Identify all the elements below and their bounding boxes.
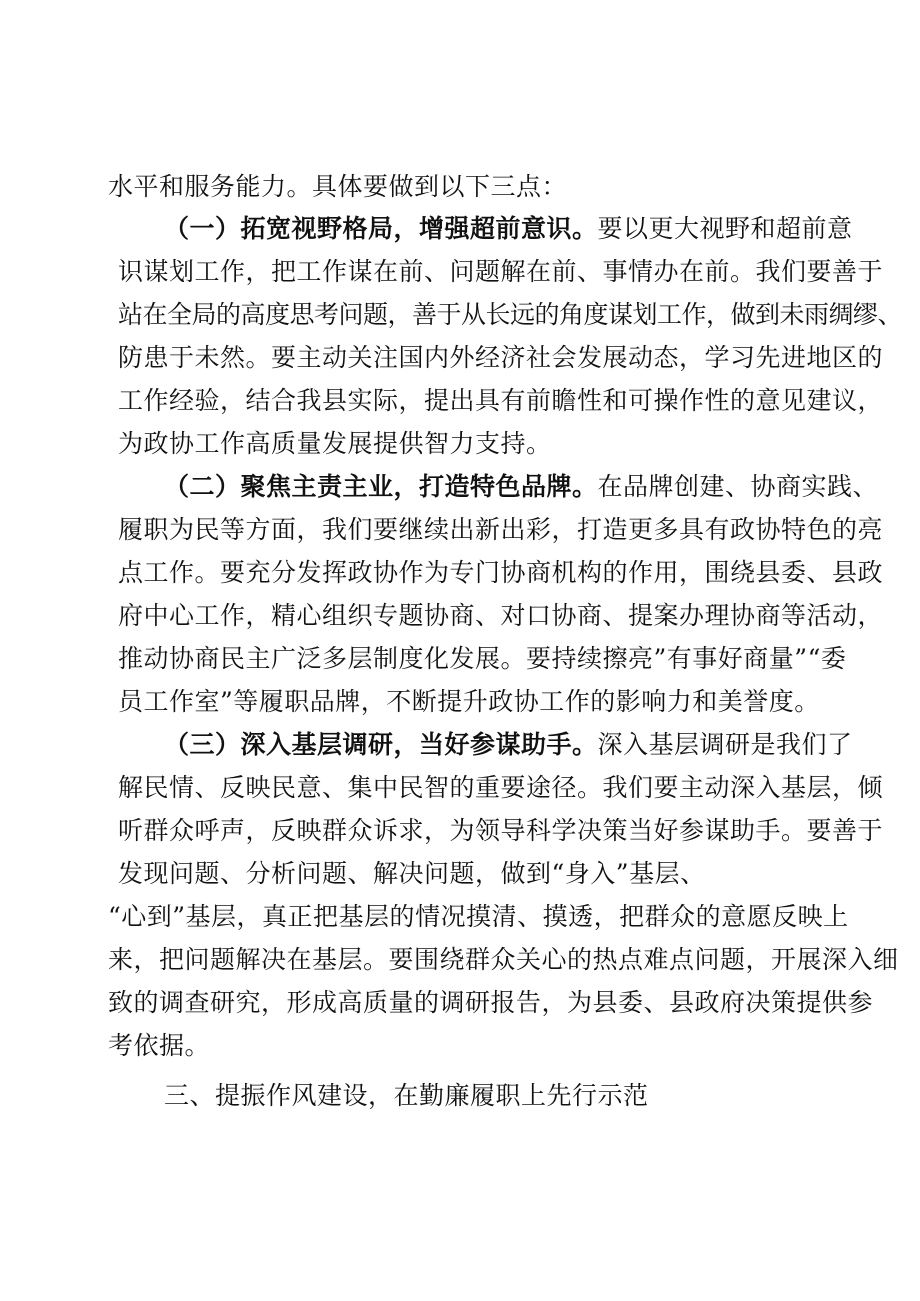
subheading-1: （一）拓宽视野格局，增强超前意识。 — [164, 214, 598, 243]
text-line: 解民情、反映民意、集中民智的重要途径。我们要主动深入基层，倾 — [118, 773, 884, 802]
text-line — [164, 472, 878, 502]
text-line: 履职为民等方面，我们要继续出新出彩，打造更多具有政协特色的亮 — [118, 515, 884, 544]
text-line: 推动协商民主广泛多层制度化发展。要持续擦亮”有事好商量”“委 — [118, 644, 847, 673]
text-line: 站在全局的高度思考问题，善于从长远的角度谋划工作，做到未雨绸缪、 — [118, 300, 903, 329]
text-line — [164, 214, 853, 244]
text-line: 府中心工作，精心组织专题协商、对口协商、提案办理协商等活动， — [118, 601, 884, 630]
text-line: 致的调查研究，形成高质量的调研报告，为县委、县政府决策提供参 — [108, 988, 874, 1017]
subheading-3: （三）深入基层调研，当好参谋助手。 — [164, 730, 598, 759]
text-run: 要以更大视野和超前意 — [597, 214, 853, 243]
text-line: 听群众呼声，反映群众诉求，为领导科学决策当好参谋助手。要善于 — [118, 816, 884, 845]
text-line: 工作经验，结合我县实际，提出具有前瞻性和可操作性的意见建议， — [118, 386, 884, 415]
text-line: 发现问题、分析问题、解决问题，做到“身入”基层、 — [118, 859, 706, 888]
text-line: 来，把问题解决在基层。要围绕群众关心的热点难点问题，开展深入细 — [108, 945, 899, 974]
text-line: 点工作。要充分发挥政协作为专门协商机构的作用，围绕县委、县政 — [118, 558, 884, 587]
text-line: 为政协工作高质量发展提供智力支持。 — [118, 429, 552, 458]
text-line: 水平和服务能力。具体要做到以下三点： — [108, 172, 568, 201]
text-line: 员工作室”等履职品牌，不断提升政协工作的影响力和美誉度。 — [118, 687, 820, 716]
text-run: 深入基层调研是我们了 — [597, 730, 853, 759]
subheading-2: （二）聚焦主责主业，打造特色品牌。 — [164, 472, 598, 501]
text-line: “心到”基层，真正把基层的情况摸清、摸透，把群众的意愿反映上 — [108, 902, 849, 931]
text-run: 在品牌创建、协商实践、 — [597, 472, 879, 501]
text-line: 防患于未然。要主动关注国内外经济社会发展动态，学习先进地区的 — [118, 343, 884, 372]
text-line: 考依据。 — [108, 1031, 211, 1060]
text-line — [164, 730, 853, 760]
text-line: 识谋划工作，把工作谋在前、问题解在前、事情办在前。我们要善于 — [118, 257, 884, 286]
section-heading: 三、提振作风建设，在勤廉履职上先行示范 — [164, 1081, 649, 1110]
